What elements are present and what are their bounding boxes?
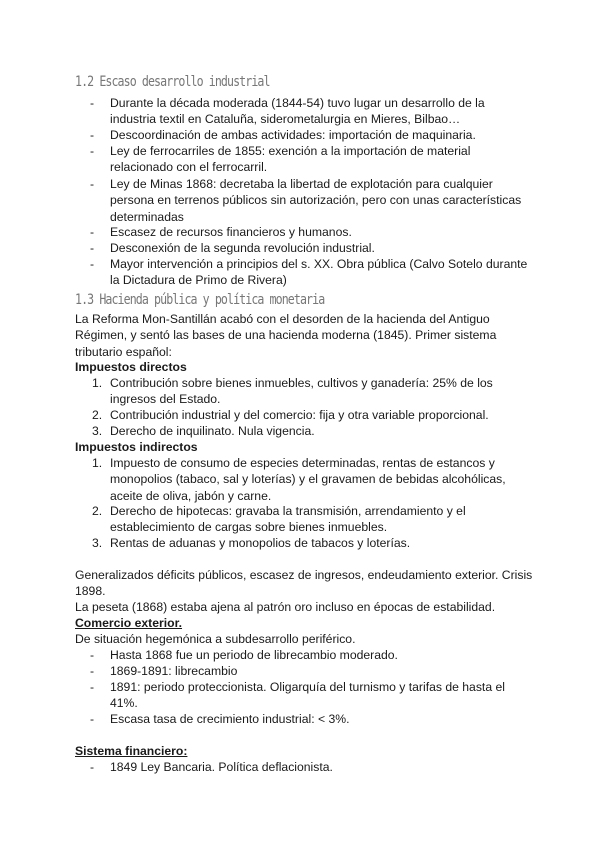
bullet-marker: - bbox=[90, 144, 95, 158]
impuestos-directos-title: Impuestos directos bbox=[75, 360, 187, 374]
comercio-intro: De situación hegemónica a subdesarrollo periférico. bbox=[75, 632, 356, 646]
list-number: 1. bbox=[92, 376, 103, 390]
bullet-marker: - bbox=[90, 760, 95, 774]
bullet-marker: - bbox=[90, 648, 95, 662]
deficit-paragraph: Generalizados déficits públicos, escasez de ingresos, endeudamiento exterior. Crisis 1898. bbox=[75, 568, 533, 599]
impuestos-indirectos-title: Impuestos indirectos bbox=[75, 440, 198, 454]
bullet-marker: - bbox=[90, 225, 95, 239]
bullet-marker: - bbox=[90, 257, 95, 271]
list-number: 1. bbox=[92, 456, 103, 470]
bullet-marker: - bbox=[90, 680, 95, 694]
bullet-marker: - bbox=[90, 177, 95, 191]
bullet-marker: - bbox=[90, 96, 95, 110]
list-number: 2. bbox=[92, 408, 103, 422]
comercio-exterior-title: Comercio exterior. bbox=[75, 616, 183, 630]
sistema-financiero-title: Sistema financiero: bbox=[75, 744, 188, 758]
list-number: 3. bbox=[92, 424, 103, 438]
hacienda-intro-paragraph: La Reforma Mon-Santillán acabó con el desorden de la hacienda del Antiguo Régimen, y sentó las bases de una hacienda moderna (1845). Primer sistema tributario español: bbox=[75, 312, 497, 359]
bullet-marker: - bbox=[90, 712, 95, 726]
peseta-paragraph: La peseta (1868) estaba ajena al patrón oro incluso en épocas de estabilidad. bbox=[75, 600, 496, 614]
section-heading-industrial: 1.2 Escaso desarrollo industrial bbox=[75, 72, 270, 90]
section-heading-hacienda: 1.3 Hacienda pública y política monetaria bbox=[75, 290, 325, 308]
bullet-marker: - bbox=[90, 241, 95, 255]
bullet-marker: - bbox=[90, 128, 95, 142]
list-number: 3. bbox=[92, 536, 103, 550]
document-page: 1.2 Escaso desarrollo industrial - Durante la década moderada (1844-54) tuvo lugar un desarrollo de la industria textil en Cataluña, siderometalurgia en Mieres, Bilbao… - Descoordinación de ambas actividades: importación de maquinaria. - Ley de ferrocarriles de 1855: exención a la importación de material relacionado con el ferrocarril. - Ley de Minas 1868: decretaba la libertad de explotación para cualquier persona en terrenos públicos sin autorización, pero con unas características determinadas - Escasez de recursos financieros y humanos. - Desconexión de la segunda revolución industrial. - Mayor intervención a principios del s. XX. Obra pública (Calvo Sotelo durante la Dictadura de Primo de Rivera) 1.3 Hacienda pública y política monetaria La Reforma Mon-Santillán acabó con el desorden de la hacienda del Antiguo Régimen, y sentó las bases de una hacienda moderna (1845). Primer sistema tributario español: Impuestos directos 1. Contribución sobre bienes inmuebles, cultivos y ganadería: 25% de los ingresos del Estado. 2. Contribución industrial y del comercio: fija y otra variable proporcional. 3. Derecho de inquilinato. Nula vigencia. Impuestos indirectos 1. Impuesto de consumo de especies determinadas, rentas de estancos y monopolios (tabaco, sal y loterías) y el gravamen de bebidas alcohólicas, aceite de oliva, jabón y carne. 2. Derecho de hipotecas: gravaba la transmisión, arrendamiento y el establecimiento de cargas sobre bienes inmuebles. 3. Rentas de aduanas y monopolios de tabacos y loterías. Generalizados déficits públicos, escasez de ingresos, endeudamiento exterior. Crisis 1898. La peseta (1868) estaba ajena al patrón oro incluso en épocas de estabilidad. Comercio exterior. De situación hegemónica a subdesarrollo periférico. - Hasta 1868 fue un periodo de librecambio moderado. - 1869-1891: librecambio - 1891: periodo proteccionista. Oligarquía del turnismo y tarifas de hasta el 41%. - Escasa tasa de crecimiento industrial: < 3%. Sistema financiero: - 1849 Ley Bancaria. Política deflacionista. bbox=[75, 72, 533, 774]
bullet-marker: - bbox=[90, 664, 95, 678]
list-number: 2. bbox=[92, 504, 103, 518]
